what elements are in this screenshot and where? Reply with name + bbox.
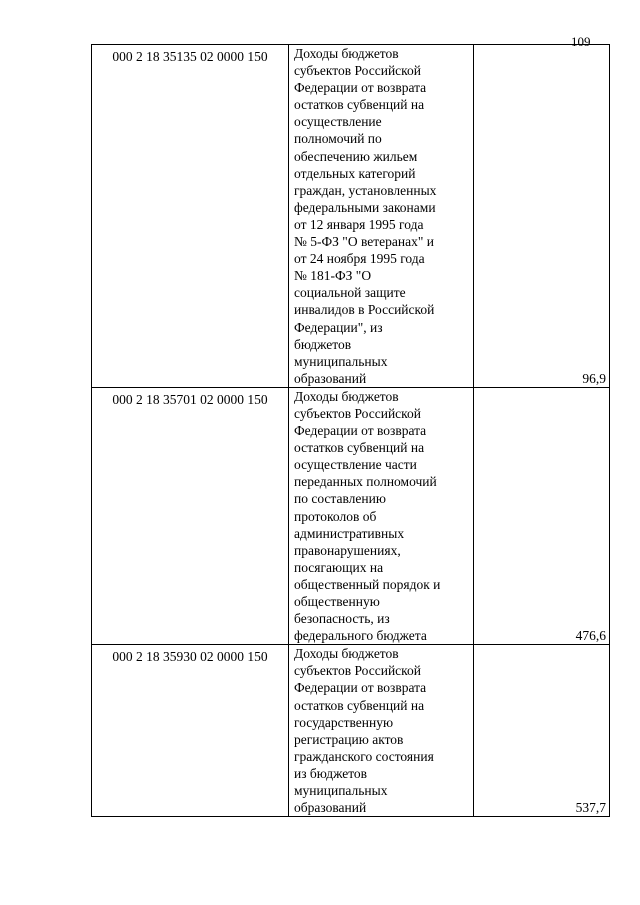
- description-line: муниципальных: [294, 783, 388, 799]
- description-cell: [289, 45, 474, 388]
- description-line: остатков субвенций на: [294, 440, 425, 456]
- description-cell: [289, 387, 474, 644]
- description-line: гражданского состояния: [294, 748, 434, 764]
- description-line: бюджетов: [294, 336, 352, 352]
- description-line: федерального бюджета: [294, 628, 427, 644]
- table-row: [92, 387, 610, 644]
- description-line: Доходы бюджетов: [294, 388, 399, 404]
- description-line: осуществление: [294, 114, 382, 130]
- budget-table: [91, 44, 610, 817]
- description-line: из бюджетов: [294, 765, 368, 781]
- description-line: Федерации", из: [294, 319, 383, 335]
- budget-code-cell: 000 2 18 35930 02 0000 150: [92, 645, 289, 817]
- description-cell: [289, 645, 474, 817]
- description-line: муниципальных: [294, 353, 388, 369]
- description-line: общественный порядок и: [294, 576, 441, 592]
- description-line: субъектов Российской: [294, 63, 422, 79]
- description-line: Федерации от возврата: [294, 680, 427, 696]
- amount-cell: 476,6: [474, 387, 610, 644]
- description-line: образований: [294, 800, 367, 816]
- description-line: посягающих на: [294, 559, 384, 575]
- description-line: инвалидов в Российской: [294, 302, 435, 318]
- description-line: государственную: [294, 714, 394, 730]
- description-line: Доходы бюджетов: [294, 46, 399, 61]
- description-line: правонарушениях,: [294, 542, 401, 558]
- description-line: переданных полномочий: [294, 474, 437, 490]
- description-line: субъектов Российской: [294, 405, 422, 421]
- description-line: по составлению: [294, 491, 386, 507]
- description-line: образований: [294, 370, 367, 386]
- description-line: Федерации от возврата: [294, 423, 427, 439]
- description-line: социальной защите: [294, 285, 406, 301]
- description-line: административных: [294, 525, 405, 541]
- description-line: федеральными законами: [294, 199, 436, 215]
- description-line: общественную: [294, 594, 380, 609]
- page-number: 109: [571, 34, 591, 49]
- description-line: остатков субвенций на: [294, 697, 425, 713]
- description-line: от 24 ноября 1995 года: [294, 251, 425, 267]
- amount-cell: 537,7: [474, 645, 610, 817]
- budget-code-cell: 000 2 18 35135 02 0000 150: [92, 45, 289, 388]
- description-line: от 12 января 1995 года: [294, 216, 424, 232]
- description-line: субъектов Российской: [294, 663, 422, 679]
- description-line: Доходы бюджетов: [294, 646, 399, 662]
- description-line: протоколов об: [294, 508, 377, 524]
- table-row: [92, 45, 610, 388]
- table-row: [92, 645, 610, 817]
- amount-cell: 96,9: [474, 45, 610, 388]
- description-line: полномочий по: [294, 131, 382, 147]
- description-line: осуществление части: [294, 457, 417, 473]
- description-line: обеспечению жильем: [294, 148, 418, 164]
- description-line: № 181-ФЗ "О: [294, 268, 372, 284]
- description-line: регистрацию актов: [294, 731, 404, 747]
- description-line: остатков субвенций на: [294, 97, 425, 113]
- description-line: безопасность, из: [294, 611, 390, 627]
- budget-code-cell: 000 2 18 35701 02 0000 150: [92, 387, 289, 644]
- description-line: отдельных категорий: [294, 165, 416, 181]
- description-line: граждан, установленных: [294, 182, 437, 198]
- description-line: Федерации от возврата: [294, 80, 427, 96]
- description-line: № 5-ФЗ "О ветеранах" и: [294, 234, 434, 250]
